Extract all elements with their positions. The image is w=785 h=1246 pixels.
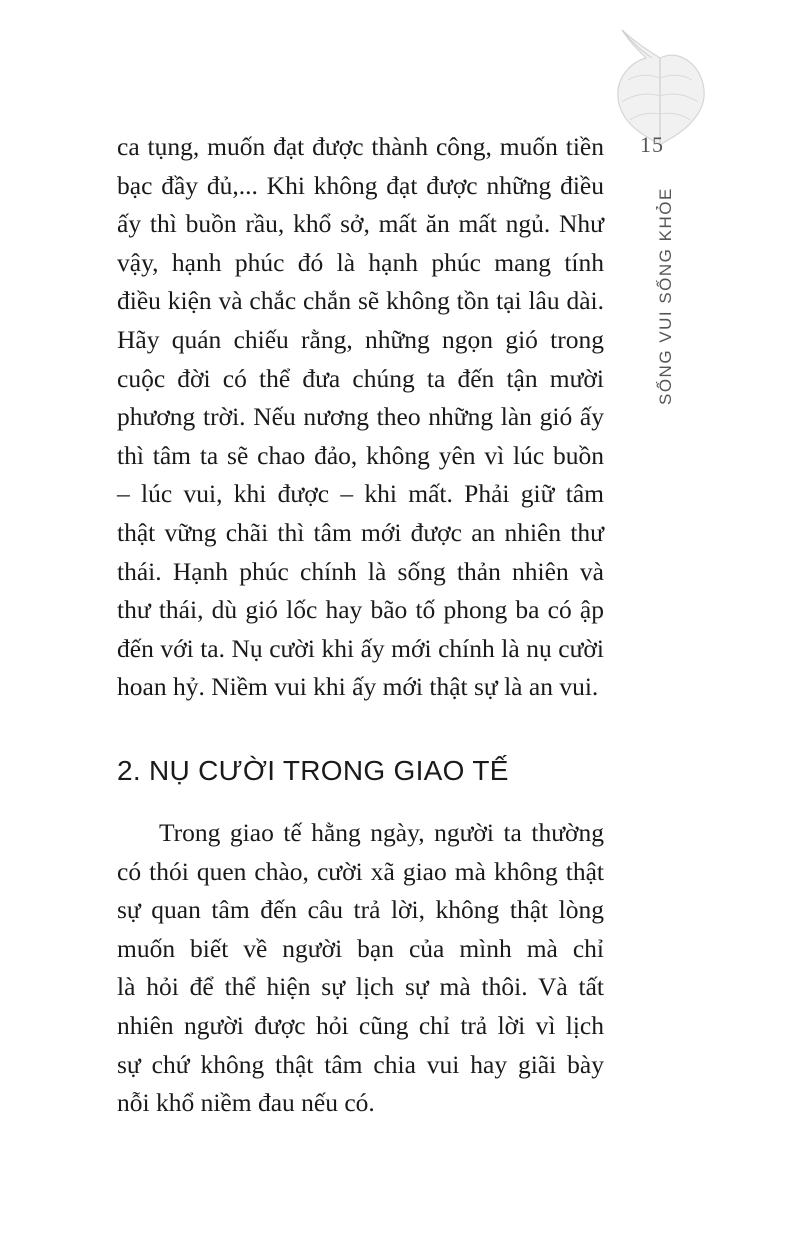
text-line: đến với ta. Nụ cười khi ấy mới chính là nụ cười xyxy=(117,633,604,663)
text-line: có thói quen chào, cười xã giao mà không thật xyxy=(117,856,604,886)
text-line: ấy thì buồn rầu, khổ sở, mất ăn mất ngủ. Như xyxy=(117,209,604,239)
text-line: thái. Hạnh phúc chính là sống thản nhiên và xyxy=(117,556,604,586)
text-line: thư thái, dù gió lốc hay bão tố phong ba có ập xyxy=(117,595,604,625)
text-line: thì tâm ta sẽ chao đảo, không yên vì lúc buồn xyxy=(117,440,604,470)
text-line: phương trời. Nếu nương theo những làn gió ấy xyxy=(117,402,604,432)
paragraph-section-2 xyxy=(117,814,604,1123)
text-line: muốn biết về người bạn của mình mà chỉ xyxy=(117,933,604,963)
text-line: sự chứ không thật tâm chia vui hay giãi bày xyxy=(117,1049,604,1079)
text-line: thật vững chãi thì tâm mới được an nhiên thư xyxy=(117,517,604,547)
text-line: cuộc đời có thể đưa chúng ta đến tận mười xyxy=(117,363,604,393)
text-line: – lúc vui, khi được – khi mất. Phải giữ tâm xyxy=(117,479,604,509)
text-line: hoan hỷ. Niềm vui khi ấy mới thật sự là an vui. xyxy=(117,672,599,702)
text-line: ca tụng, muốn đạt được thành công, muốn tiền xyxy=(117,132,604,161)
text-line: bạc đầy đủ,... Khi không đạt được những điều xyxy=(117,170,604,200)
section-heading: 2. NỤ CƯỜI TRONG GIAO TẾ xyxy=(117,755,509,786)
text-line: Trong giao tế hằng ngày, người ta thường xyxy=(159,818,604,847)
paragraph-continued xyxy=(117,128,604,707)
text-line: điều kiện và chắc chắn sẽ không tồn tại lâu dài. xyxy=(117,286,604,316)
bodhi-leaf-icon xyxy=(610,28,710,146)
page-number: 15 xyxy=(640,132,664,157)
text-line: vậy, hạnh phúc đó là hạnh phúc mang tính xyxy=(117,247,604,277)
text-line: Hãy quán chiếu rằng, những ngọn gió trong xyxy=(117,324,604,354)
text-line: sự quan tâm đến câu trả lời, không thật lòng xyxy=(117,895,604,925)
running-header: SỐNG VUI SỐNG KHỎE xyxy=(656,187,675,405)
text-line: là hỏi để thể hiện sự lịch sự mà thôi. Và tất xyxy=(117,972,604,1002)
text-line: nỗi khổ niềm đau nếu có. xyxy=(117,1088,375,1118)
text-line: nhiên người được hỏi cũng chỉ trả lời vì lịch xyxy=(117,1010,604,1040)
